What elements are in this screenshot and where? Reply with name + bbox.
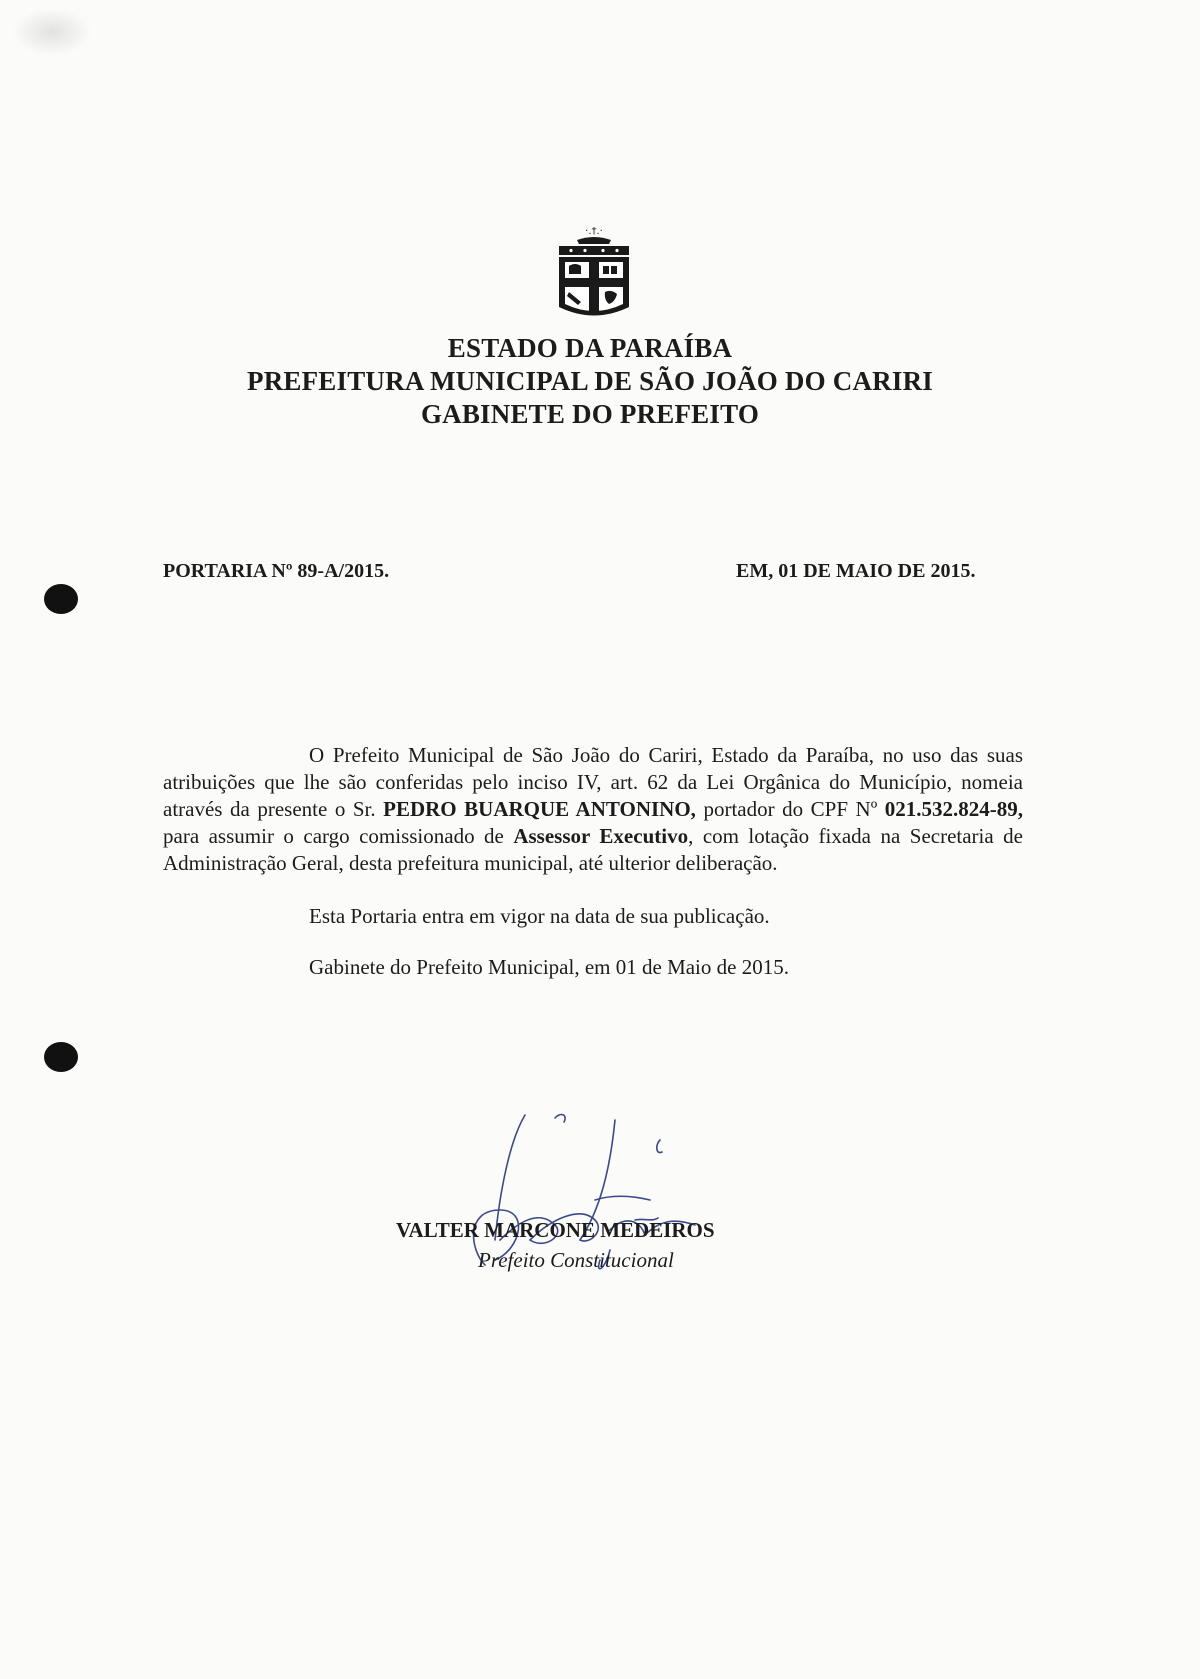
letterhead xyxy=(0,332,1180,431)
closing-paragraph: Gabinete do Prefeito Municipal, em 01 de Maio de 2015. xyxy=(309,955,789,979)
appointee-cpf: 021.532.824-89, xyxy=(884,797,1024,821)
punch-hole-bottom xyxy=(44,1042,78,1072)
document-body xyxy=(163,742,1023,981)
letterhead-state: ESTADO DA PARAÍBA xyxy=(447,333,733,363)
scan-smudge xyxy=(12,8,92,56)
appointee-name: PEDRO BUARQUE ANTONINO, xyxy=(383,797,696,821)
text-run: O Prefeito Municipal de São João do Cariri, Estado da Paraíba, no uso das suas atribuições que lhe são conferidas pelo inciso IV, art. 62 da Lei Orgânica do Município, nomeia através da presente o Sr. xyxy=(163,743,1023,821)
appointee-role: Assessor Executivo xyxy=(513,824,689,848)
signatory-name: VALTER MARCONE MEDEIROS xyxy=(396,1218,715,1242)
portaria-date: EM, 01 DE MAIO DE 2015. xyxy=(736,560,976,582)
coat-of-arms-icon xyxy=(549,222,639,332)
text-run: , com lotação fixada na Secretaria de Administração Geral, desta prefeitura municipal, até ulterior deliberação. xyxy=(163,824,1023,875)
appointment-paragraph xyxy=(163,742,1023,877)
signatory-title: Prefeito Constitucional xyxy=(478,1248,674,1272)
effective-date-paragraph: Esta Portaria entra em vigor na data de sua publicação. xyxy=(309,904,770,928)
text-run: portador do CPF Nº xyxy=(695,797,885,821)
punch-hole-top xyxy=(44,584,78,614)
letterhead-prefecture: PREFEITURA MUNICIPAL DE SÃO JOÃO DO CARIRI xyxy=(247,366,933,396)
letterhead-office: GABINETE DO PREFEITO xyxy=(420,399,760,429)
svg-text:·.†.·: ·.†.· xyxy=(585,226,603,237)
portaria-number: PORTARIA Nº 89-A/2015. xyxy=(163,560,390,582)
handwritten-signature xyxy=(460,1100,740,1270)
text-run: para assumir o cargo comissionado de xyxy=(163,824,514,848)
